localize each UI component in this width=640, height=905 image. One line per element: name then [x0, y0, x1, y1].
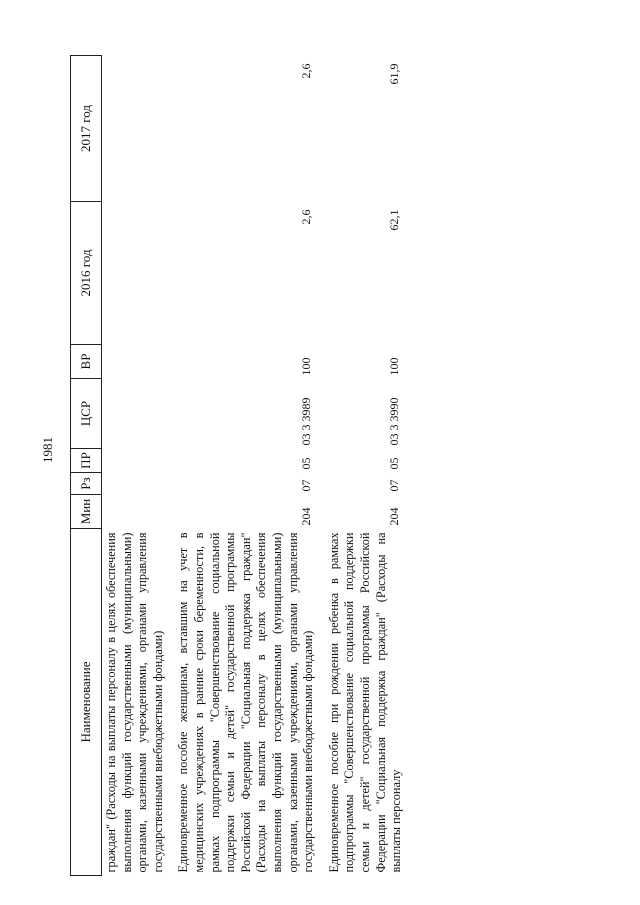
table-header-row: [71, 56, 102, 876]
row-name: Единовременное пособие при рождении ребенка в рамках подпрограммы "Совершенствование социальной поддержки семьи и детей" государственной программы Российской Федерации "Социальная поддержка граждан" (Расходы на выплаты персоналу: [326, 532, 404, 873]
header-vr: ВР: [71, 345, 102, 379]
row-min: [102, 495, 167, 529]
row-pr: 05: [298, 457, 313, 470]
row-name: Единовременное пособие женщинам, вставшим на учет в медицинских учреждениях в ранние сроки беременности, в рамках подпрограммы "Совершенствование социальной поддержки семьи и детей" государственной программы Российской Федерации "Социальная поддержка граждан" (Расходы на выплаты персоналу в целях обеспечения выполнения функций государственными (муниципальными) органами, казенными учреждениями, органами управления государственными внебюджетными фондами): [176, 532, 316, 873]
row-vr: 100: [386, 357, 401, 376]
row-pr: [102, 449, 167, 473]
row-rz: 07: [298, 479, 313, 492]
row-separator: [166, 56, 174, 876]
row-separator: [317, 56, 325, 876]
row-vr: [102, 345, 167, 379]
row-csr: 03 3 3989: [298, 397, 313, 446]
header-rz: Рз: [71, 473, 102, 495]
table-row: [325, 56, 405, 876]
row-2016: 2,6: [298, 209, 313, 225]
table-row: [102, 56, 167, 876]
row-2016: [102, 202, 167, 345]
row-2016: 62,1: [386, 209, 401, 231]
header-pr: ПР: [71, 449, 102, 473]
row-rz: 07: [386, 479, 401, 492]
page-number-container: [40, 430, 56, 470]
row-name: граждан" (Расходы на выплаты персоналу в целях обеспечения выполнения функций государственными (муниципальными) органами, казенными учреждениями, органами управления государственными внебюджетными фондами): [104, 532, 165, 873]
row-min: 204: [298, 507, 313, 526]
header-name: Наименование: [71, 529, 102, 876]
row-min: 204: [386, 507, 401, 526]
row-csr: [102, 379, 167, 449]
budget-table-sheet: [70, 56, 590, 876]
row-pr: 05: [386, 457, 401, 470]
header-2017: 2017 год: [71, 56, 102, 202]
row-2017: 2,6: [298, 63, 313, 79]
row-rz: [102, 473, 167, 495]
row-2017: [102, 56, 167, 202]
header-2016: 2016 год: [71, 202, 102, 345]
row-csr: 03 3 3990: [386, 397, 401, 446]
header-csr: ЦСР: [71, 379, 102, 449]
row-vr: 100: [298, 357, 313, 376]
header-min: Мин: [71, 495, 102, 529]
row-2017: 61,9: [386, 63, 401, 85]
page-number: 1981: [40, 437, 55, 463]
table-row: [174, 56, 316, 876]
budget-table: [70, 55, 405, 876]
